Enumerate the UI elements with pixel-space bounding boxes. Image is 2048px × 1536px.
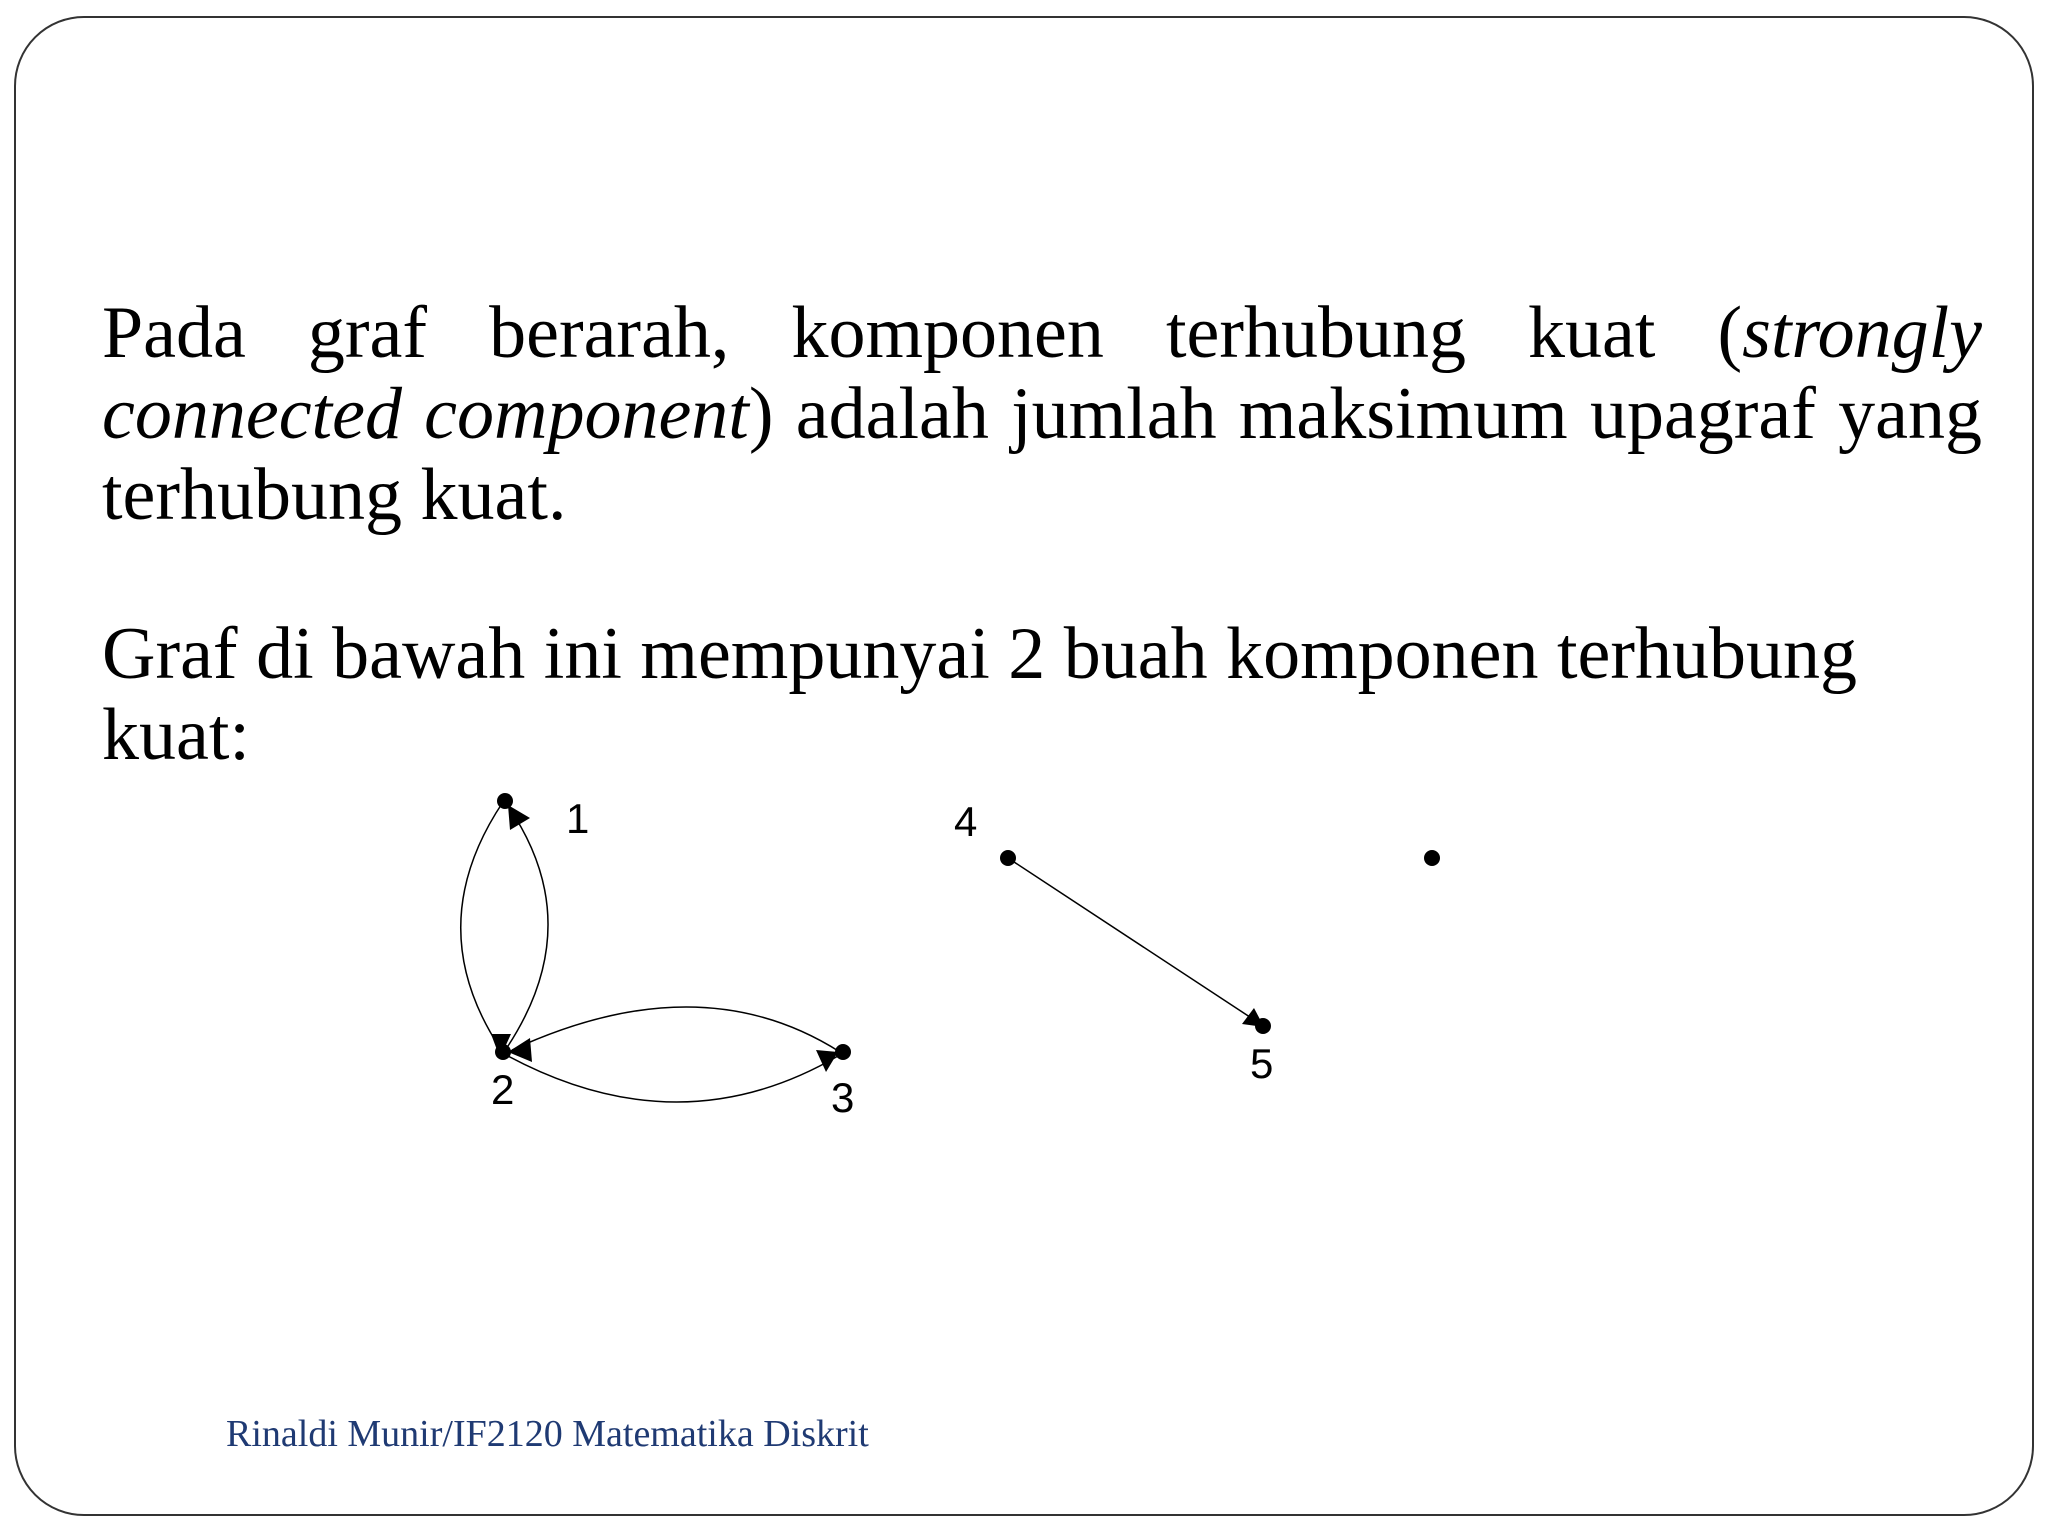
graph-node-3: [835, 1044, 851, 1060]
edge-3-to-2: [512, 1007, 840, 1052]
node-label-3: 3: [831, 1074, 855, 1121]
example-paragraph: Graf di bawah ini mempunyai 2 buah komponen terhubung kuat:: [102, 613, 1858, 776]
edge-1-to-2: [461, 802, 503, 1048]
edge-4-to-5: [1008, 858, 1262, 1025]
edge-2-to-1: [504, 806, 548, 1052]
definition-text-end: ) adalah jumlah maksimum upagraf yang terhubung kuat.: [102, 373, 1982, 536]
definition-text-start: Pada graf berarah, komponen terhubung kuat (: [102, 292, 1743, 374]
edge-2-to-3: [508, 1056, 838, 1102]
graph-node-5: [1255, 1018, 1271, 1034]
node-label-2: 2: [491, 1066, 515, 1113]
graph-node-6-unlabeled: [1424, 850, 1440, 866]
graph-node-4: [1000, 850, 1016, 866]
definition-italic-term: strongly connected component: [102, 292, 1982, 455]
footer-credit: Rinaldi Munir/IF2120 Matematika Diskrit: [226, 1413, 869, 1455]
graph-node-1: [497, 793, 513, 809]
arrowhead-at-1-from-2: [508, 805, 530, 830]
node-label-1: 1: [566, 795, 590, 842]
graph-node-2: [495, 1044, 511, 1060]
node-label-4: 4: [954, 798, 978, 845]
arrowhead-at-3-from-2: [816, 1050, 838, 1072]
node-label-5: 5: [1250, 1040, 1274, 1087]
